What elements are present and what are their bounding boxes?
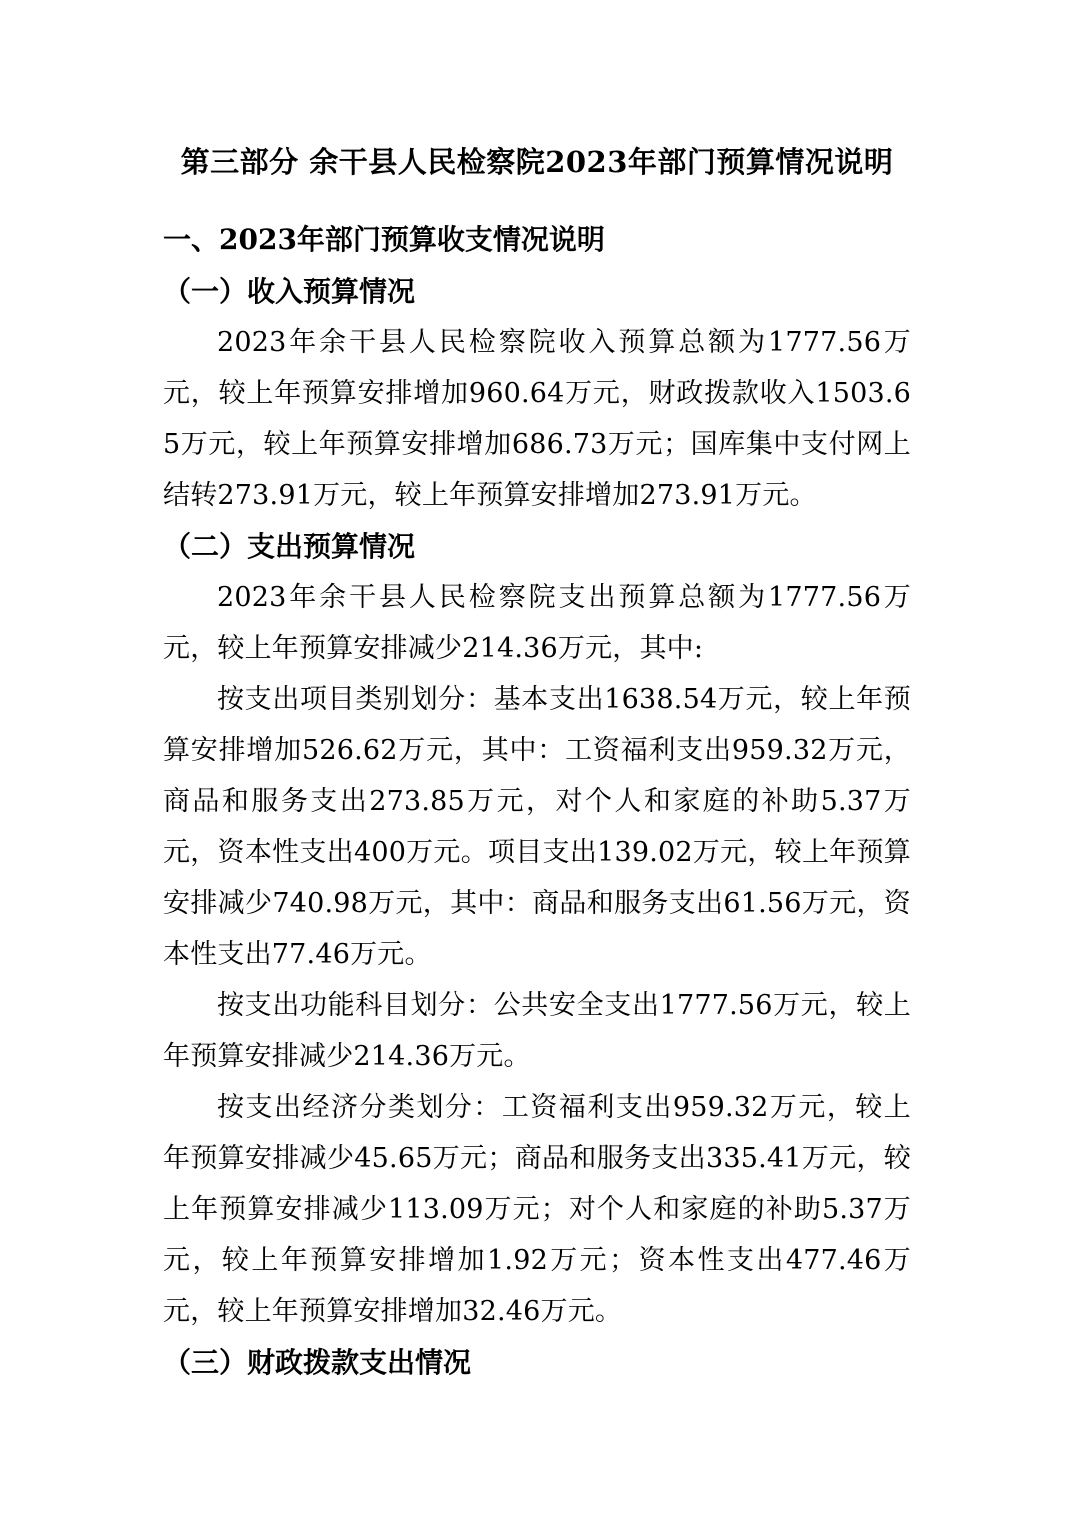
paragraph-expenditure-by-project: 按支出项目类别划分：基本支出1638.54万元，较上年预算安排增加526.62万元，其中：工资福利支出959.32万元，商品和服务支出273.85万元，对个人和家庭的补助5.37万元，资本性支出400万元。项目支出139.02万元，较上年预算安排减少740.98万元，其中：商品和服务支出61.56万元，资本性支出77.46万元。 (163, 684, 911, 970)
subsection-heading-income: （一）收入预算情况 (163, 275, 416, 308)
paragraph-expenditure-by-function: 按支出功能科目划分：公共安全支出1777.56万元，较上年预算安排减少214.36万元。 (163, 990, 911, 1072)
document-title: 第三部分 余干县人民检察院2023年部门预算情况说明 (180, 145, 894, 179)
paragraph-income-summary: 2023年余干县人民检察院收入预算总额为1777.56万元，较上年预算安排增加960.64万元，财政拨款收入1503.65万元，较上年预算安排增加686.73万元；国库集中支付网上结转273.91万元，较上年预算安排增加273.91万元。 (163, 327, 911, 511)
paragraph-expenditure-summary: 2023年余干县人民检察院支出预算总额为1777.56万元，较上年预算安排减少214.36万元，其中: (163, 582, 911, 664)
paragraph-expenditure-by-economic-class: 按支出经济分类划分：工资福利支出959.32万元，较上年预算安排减少45.65万元；商品和服务支出335.41万元，较上年预算安排减少113.09万元；对个人和家庭的补助5.37万元，较上年预算安排增加1.92万元；资本性支出477.46万元，较上年预算安排增加32.46万元。 (163, 1092, 911, 1327)
section-heading-budget-overview: 一、2023年部门预算收支情况说明 (163, 223, 605, 256)
document-body (163, 214, 911, 1388)
subsection-heading-expenditure: （二）支出预算情况 (163, 530, 416, 563)
subsection-heading-fiscal-appropriation: （三）财政拨款支出情况 (163, 1346, 472, 1379)
